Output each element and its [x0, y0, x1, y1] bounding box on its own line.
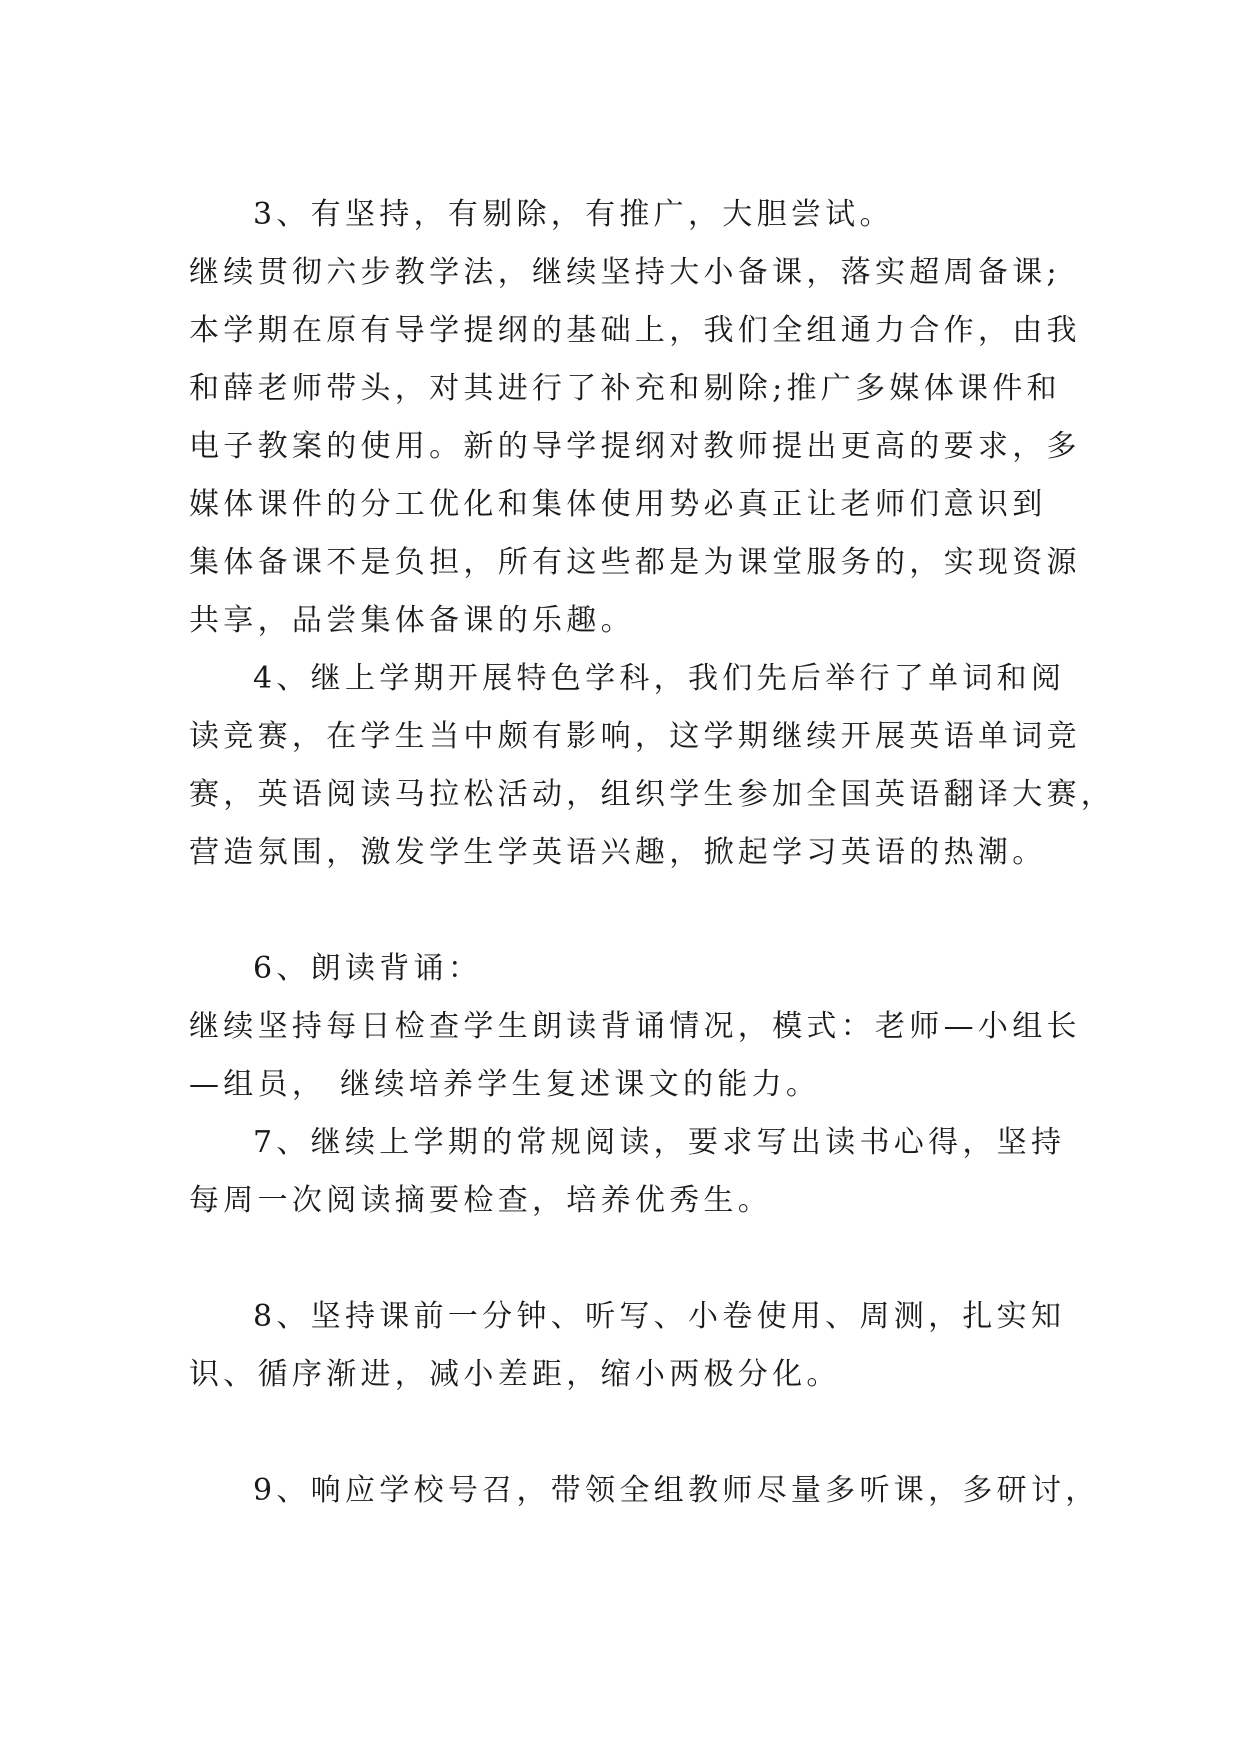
paragraph-line: 识、循序渐进，减小差距，缩小两极分化。: [189, 1357, 841, 1392]
paragraph-line: —组员， 继续培养学生复述课文的能力。: [189, 1067, 821, 1102]
paragraph-line: 每周一次阅读摘要检查，培养优秀生。: [189, 1183, 773, 1218]
paragraph-spacer: [189, 1230, 1061, 1288]
paragraph-line: 9、响应学校号召，带领全组教师尽量多听课，多研讨，: [253, 1473, 1100, 1508]
paragraph-line: 继续坚持每日检查学生朗读背诵情况，模式：老师—小组长: [189, 1009, 1081, 1044]
paragraph-line: 8、坚持课前一分钟、听写、小卷使用、周测，扎实知: [253, 1299, 1066, 1334]
paragraph-line: 本学期在原有导学提纲的基础上，我们全组通力合作，由我: [189, 313, 1081, 348]
paragraph-line: 赛，英语阅读马拉松活动，组织学生参加全国英语翻译大赛，: [189, 777, 1116, 812]
paragraph-line: 7、继续上学期的常规阅读，要求写出读书心得，坚持: [253, 1125, 1066, 1160]
paragraph-line: 6、朗读背诵：: [253, 951, 483, 986]
paragraph-spacer: [189, 882, 1061, 940]
paragraph-line: 继续贯彻六步教学法，继续坚持大小备课，落实超周备课;: [189, 255, 1061, 290]
paragraph-line: 读竞赛，在学生当中颇有影响，这学期继续开展英语单词竞: [189, 719, 1081, 754]
paragraph-line: 集体备课不是负担，所有这些都是为课堂服务的，实现资源: [189, 545, 1081, 580]
paragraph-spacer: [189, 1404, 1061, 1462]
paragraph-line: 3、有坚持，有剔除，有推广，大胆尝试。: [253, 197, 894, 232]
paragraph-line: 电子教案的使用。新的导学提纲对教师提出更高的要求，多: [189, 429, 1081, 464]
document-body: [189, 186, 1116, 1520]
paragraph-line: 和薛老师带头，对其进行了补充和剔除;推广多媒体课件和: [189, 371, 1061, 406]
paragraph-line: 4、继上学期开展特色学科，我们先后举行了单词和阅: [253, 661, 1066, 696]
paragraph-line: 共享，品尝集体备课的乐趣。: [189, 603, 635, 638]
paragraph-line: 媒体课件的分工优化和集体使用势必真正让老师们意识到: [189, 487, 1047, 522]
paragraph-line: 营造氛围，激发学生学英语兴趣，掀起学习英语的热潮。: [189, 835, 1047, 870]
